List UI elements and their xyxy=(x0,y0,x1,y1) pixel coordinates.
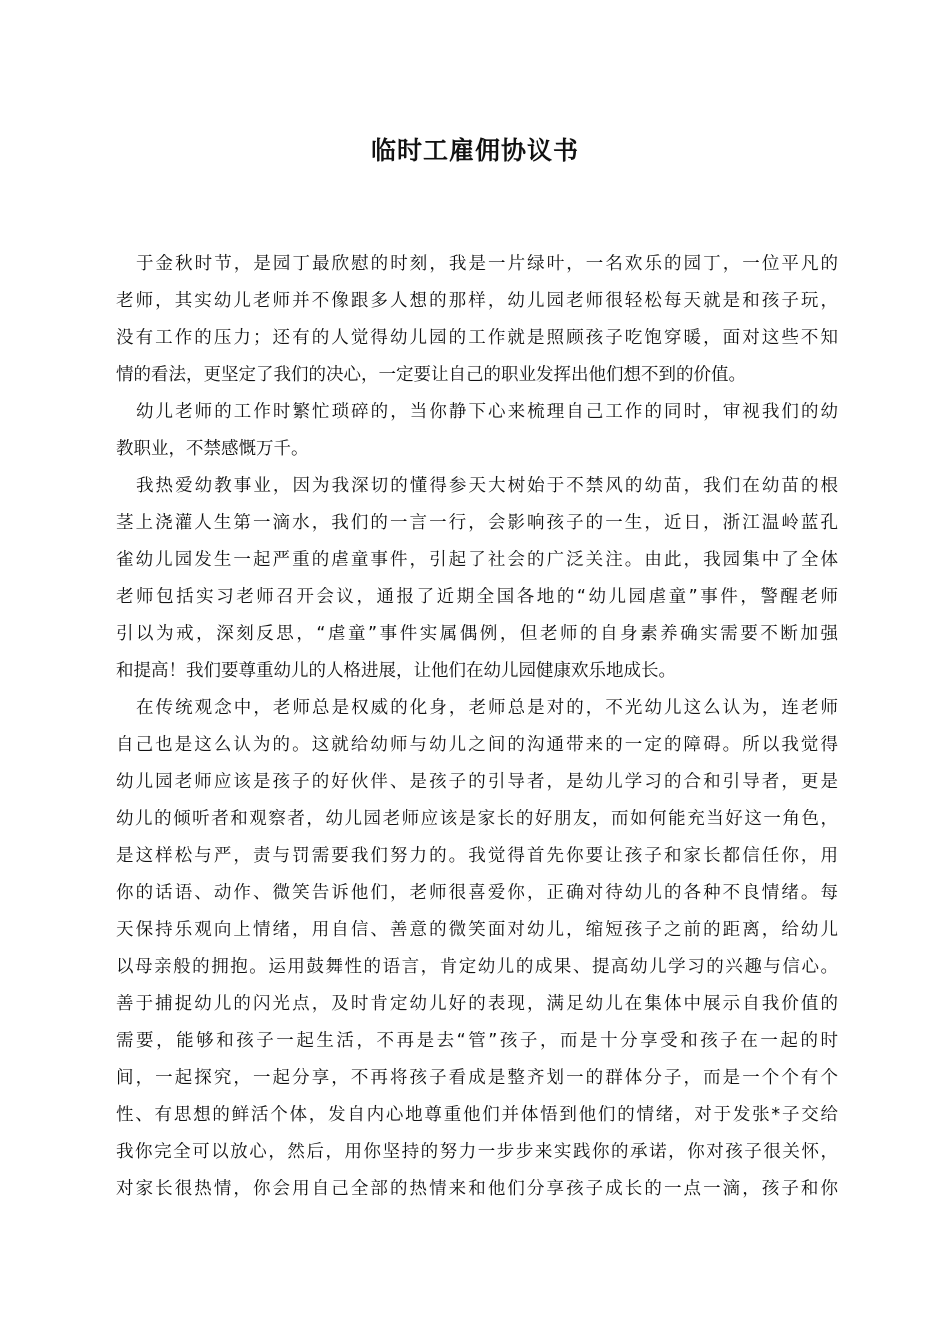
paragraph-line: 教职业，不禁感慨万千。 xyxy=(116,439,309,459)
paragraph-line: 老师包括实习老师召开会议，通报了近期全国各地的“幼儿园虐童”事件，警醒老师 xyxy=(116,587,838,607)
document-title: 临时工雇佣协议书 xyxy=(370,136,579,165)
paragraph-line: 是这样松与严，责与罚需要我们努力的。我觉得首先你要让孩子和家长都信任你，用 xyxy=(116,846,838,866)
paragraph-line: 情的看法，更坚定了我们的决心，一定要让自己的职业发挥出他们想不到的价值。 xyxy=(116,365,746,385)
paragraph-line: 雀幼儿园发生一起严重的虐童事件，引起了社会的广泛关注。由此，我园集中了全体 xyxy=(116,550,838,570)
paragraph-line: 我你完全可以放心，然后，用你坚持的努力一步步来实践你的承诺，你对孩子很关怀， xyxy=(116,1142,838,1162)
paragraph-line: 茎上浇灌人生第一滴水，我们的一言一行，会影响孩子的一生，近日，浙江温岭蓝孔 xyxy=(116,513,838,533)
paragraph-line: 幼儿园老师应该是孩子的好伙伴、是孩子的引导者，是幼儿学习的合和引导者，更是 xyxy=(116,772,838,792)
paragraph-line: 幼儿老师的工作时繁忙琐碎的，当你静下心来梳理自己工作的同时，审视我们的幼 xyxy=(136,402,838,422)
paragraph-line: 间，一起探究，一起分享，不再将孩子看成是整齐划一的群体分子，而是一个个有个 xyxy=(116,1068,838,1088)
paragraph-line: 老师，其实幼儿老师并不像跟多人想的那样，幼儿园老师很轻松每天就是和孩子玩， xyxy=(116,291,838,311)
paragraph-line: 自己也是这么认为的。这就给幼师与幼儿之间的沟通带来的一定的障碍。所以我觉得 xyxy=(116,735,838,755)
paragraph-line: 善于捕捉幼儿的闪光点，及时肯定幼儿好的表现，满足幼儿在集体中展示自我价值的 xyxy=(116,994,838,1014)
paragraph-line: 幼儿的倾听者和观察者，幼儿园老师应该是家长的好朋友，而如何能充当好这一角色， xyxy=(116,809,838,829)
paragraph-line: 我热爱幼教事业，因为我深切的懂得参天大树始于不禁风的幼苗，我们在幼苗的根 xyxy=(136,476,838,496)
paragraph-line: 性、有思想的鲜活个体，发自内心地尊重他们并体悟到他们的情绪，对于发张*子交给 xyxy=(116,1105,838,1125)
paragraph-line: 在传统观念中，老师总是权威的化身，老师总是对的，不光幼儿这么认为，连老师 xyxy=(136,698,838,718)
paragraph-line: 没有工作的压力；还有的人觉得幼儿园的工作就是照顾孩子吃饱穿暖，面对这些不知 xyxy=(116,328,838,348)
paragraph-line: 对家长很热情，你会用自己全部的热情来和他们分享孩子成长的一点一滴，孩子和你 xyxy=(116,1179,838,1199)
paragraph-line: 以母亲般的拥抱。运用鼓舞性的语言，肯定幼儿的成果、提高幼儿学习的兴趣与信心。 xyxy=(116,957,838,977)
paragraph-line: 需要，能够和孩子一起生活，不再是去“管”孩子，而是十分享受和孩子在一起的时 xyxy=(116,1031,838,1051)
paragraph-line: 和提高！我们要尊重幼儿的人格进展，让他们在幼儿园健康欢乐地成长。 xyxy=(116,661,676,681)
paragraph-line: 你的话语、动作、微笑告诉他们，老师很喜爱你，正确对待幼儿的各种不良情绪。每 xyxy=(116,883,838,903)
paragraph-line: 于金秋时节，是园丁最欣慰的时刻，我是一片绿叶，一名欢乐的园丁，一位平凡的 xyxy=(136,254,838,274)
paragraph-line: 天保持乐观向上情绪，用自信、善意的微笑面对幼儿，缩短孩子之前的距离，给幼儿 xyxy=(116,920,838,940)
document-body xyxy=(116,246,838,1208)
paragraph-line: 引以为戒，深刻反思，“虐童”事件实属偶例，但老师的自身素养确实需要不断加强 xyxy=(116,624,838,644)
